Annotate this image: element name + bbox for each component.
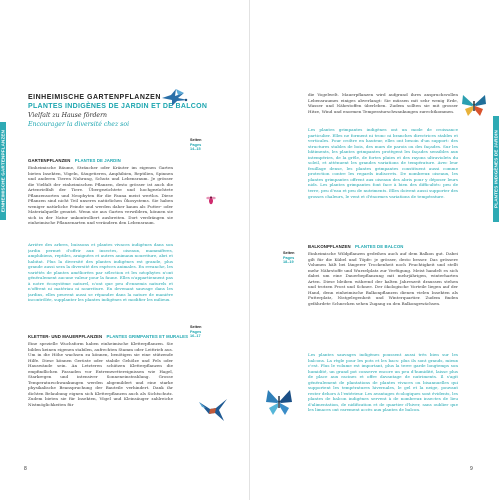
right-side-tab-label: PLANTES INDIGÈNES DE JARDIN — [493, 130, 499, 208]
section-head-fr: PLANTES DE JARDIN — [74, 158, 121, 163]
swallow-icon — [196, 396, 230, 424]
page-ref-14-15[interactable] — [190, 138, 201, 152]
page-ref-label-fr: Pages — [190, 142, 202, 147]
right-side-tab — [493, 116, 499, 222]
paragraph-top-fr: Les plantes grimpantes indigènes ont un mode de croissance particulier. Elles ne forment ni tronc ni branches directrices stables et verticales. Pour croître en hauteur, elles ont besoin d'un support: des structures stables de bois, des murs de parois ou des façades. Sur les bâtiments, les plantes grimpantes protègent les façades sensibles aux intempéries, de la grêle, de fortes pluies et des rayons ultraviolets du soleil, et atténuent les grandes variations de température. Avec leur feuillage dense, les plantes grimpantes constituent aussi comme protection contre les regards indiscrets. De nombreux oiseaux, les plantes grimpantes offrent aux oiseaux des abris pour y déposer leurs nids. Les plantes grimpantes font face à bien des difficultés: peu de terre, peu d'eau et peu de nutriments. Elles doivent aussi supporter des grosses chaleurs, le vent et d'énormes variations de température. — [308, 127, 458, 199]
paragraph-gartenpflanzen-de: Einheimische Bäume, Sträucher oder Kräuter im eigenen Garten bieten Insekten, Vögeln, Säugetieren, Amphibien, Reptilien, Spinnen und anderen Tieren Nahrung, Schutz und Lebensraum. Je grösser die Vielfalt der einheimischen Pflanzen, desto grösser ist auch die Artenvielfalt der Tiere. Übergezüchtete und hochgezüchtete Pflanzensorten und Neophyten für die Fauna meist wertlos. Diese Pflanzen sind nicht Teil unseres natürlichen Ökosystems. Sie haben weniger natürliche Feinde und werden daher kaum als Futter- oder Materialquelle genutzt. Wenn sie aus Garten verwildern, können sie sich in der Natur unkontrolliert ausbreiten. Dort verdrängen sie einheimische Pflanzenarten und verändern den Lebensraum. — [28, 165, 173, 226]
page-number-left: 8 — [24, 466, 27, 472]
section-head-fr: PLANTES DE BALCON — [355, 244, 404, 249]
page-ref-16-17[interactable] — [190, 325, 201, 339]
paragraph-kletterpflanzen-de: Eine spezielle Wuchsform haben einheimische Kletterpflanzen. Sie bilden keinen eigenen stabilen, aufrechten Stamm oder Leittrieb aus. Um in die Höhe wachsen zu können, benötigen sie eine stützende Hilfe. Diese können Gerüste oder stabile Gehölze und Fels oder Hauswände sein. An Letzteren schützen Kletterpflanzen die empfindlichen Fassaden vor Extremwettereignissen wie Hagel, Starkregen und intensiver Sonneneinstrahlung. Grosse Temperaturschwankungen werden abgemildert und eine starke physikalische Beanspruchung der Bauteile verhindert. Dank ihr dichten Belaubung eignen sich Kletterpflanzen auch als Sichtschutz. Zudem bieten sie für Insekten, Vögel und Kleinsäuger zahlreiche Nistmöglichkeiten für — [28, 341, 173, 408]
section-head-de: BALKONPFLANZEN — [308, 244, 351, 249]
paragraph-balkonpflanzen-fr: Les plantes sauvages indigènes poussent aussi très bien sur les balcons. La règle pour les pots et les bacs: plus ils sont grands, mieux c'est. Plus le volume est important, plus la terre garde longtemps son humidité, un grand pot conserve encore un peu d'humidité, laisse plus de place aux racines et offre davantage de nutriments. Il s'agit généralement de plantations de plantes vivaces ou bisannuelles qui supportent les températures hivernales, le gel et la neige, pouvant rester dehors à l'extérieur. Les avantages écologiques sont évidents, les plantes de balcon indigènes servent à de nombreux insectes de lieu d'alimentation, de nidification et de quartier d'hiver, sans oublier que les limaces ont rarement accès aux plantes de balcon. — [308, 352, 458, 413]
page-ref-number: 14–15 — [190, 147, 201, 152]
page-number-right: 9 — [470, 466, 473, 472]
section-head-de: GARTENPFLANZEN — [28, 158, 71, 163]
section-head-balkonpflanzen — [308, 244, 404, 249]
page-ref-label-de: Seiten — [190, 138, 202, 142]
title-de: EINHEIMISCHE GARTENPFLANZEN — [28, 94, 161, 101]
moth-icon — [264, 388, 294, 416]
page-ref-label-fr: Pages — [190, 329, 202, 334]
section-head-de: KLETTER- UND MAUERPFLANZEN — [28, 334, 103, 339]
flying-bird-icon — [160, 86, 192, 108]
right-page — [250, 0, 500, 500]
paragraph-balkonpflanzen-de: Einheimische Wildpflanzen gedeihen auch auf dem Balkon gut. Dabei gilt für die Kübel und Töpfe: je grösser, desto besser. Das grössere Volumen hält bei längerer Trockenheit noch Feuchtigkeit und stellt mehr Nährstoffe und Wurzelplatz zur Verfügung. Meist handelt es sich dabei um eine Dauerbepflanzung mit mehrjährigen, winterharten Arten. Diese bleiben während der kalten Jahreszeit draussen stehen und trotzen Frost und Schnee. Der ökologische Vorteile liegen auf der Hand, denn einheimische Balkonpflanzen dienen vielen Insekten als Futterplatz, Nistgelegenheit und Winterquartier. Zudem finden gefährdete Schnecken sehen Zugang zu den Balkongewächsen. — [308, 251, 458, 306]
title-fr: PLANTES INDIGÈNES DE JARDIN ET DE BALCON — [28, 103, 208, 110]
subtitle-fr: Encourager la diversité chez soi — [28, 121, 130, 128]
page-ref-label-de: Seiten — [190, 325, 202, 329]
page-ref-number: 16–17 — [190, 334, 201, 339]
page-ref-number: 18–19 — [283, 260, 294, 265]
bee-icon — [205, 194, 217, 206]
left-side-tab — [0, 122, 6, 220]
butterfly-icon — [460, 92, 488, 118]
paragraph-top-de: die Vogelwelt. Mauerpflanzen wird aufgrund ihres anspruchsvollen Lebensraumes einiges abverlangt: Sie müssen mit sehr wenig Erde, Wasser und Nährstoffen überleben. Zudem sollten sie mit grosser Hitze, Wind und enormen Temperaturschwankungen zurechtkommen. — [308, 92, 458, 114]
subtitle-de: Vielfalt zu Hause fördern — [28, 112, 108, 119]
page-ref-label-de: Seiten — [283, 251, 295, 255]
section-head-fr: PLANTES GRIMPANTES ET MURALES — [106, 334, 189, 339]
section-head-kletterpflanzen — [28, 334, 188, 339]
paragraph-gartenpflanzen-fr: Arrière des arbres, buissons et plantes vivaces indigènes dans son jardin permet d'offrir aux insectes, oiseaux, mammifères, amphibiens, reptiles, araignées et autres animaux nourriture, abri et habitat. Plus la diversité des plantes indigènes est grande, plus grande aussi sera la diversité des espèces animales. En revanche, les variétés de plantes améliorées par sélection et les néophytes n'ont généralement aucune valeur pour la faune. Elles n'appartiennent pas à notre écosystème naturel, n'ont que peu d'ennemis naturels et n'offrent ni matériau ni nourriture. En devenant sauvage dans les jardins, elles peuvent aussi se répandre dans la nature de manière incontrôlée, supplanter les plantes indigènes et modifier les milieux. — [28, 242, 173, 303]
section-head-gartenpflanzen — [28, 158, 121, 163]
page-ref-18-19[interactable] — [283, 251, 294, 265]
page-ref-label-fr: Pages — [283, 255, 295, 260]
left-side-tab-label: EINHEIMISCHE GARTENPFLANZEN — [0, 129, 6, 213]
